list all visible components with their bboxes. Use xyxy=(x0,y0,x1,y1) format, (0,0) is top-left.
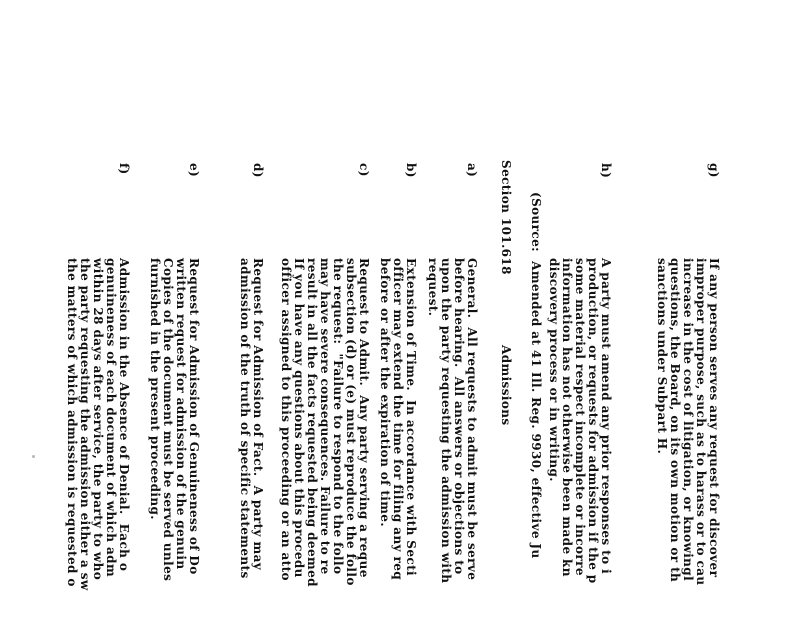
paragraph-c-body xyxy=(279,258,370,587)
text-line: If you have any questions about this procedu xyxy=(292,258,306,578)
source-text: (Source: Amended at 41 Ill. Reg. 9930, effective Ju xyxy=(529,192,543,559)
text-line: Copies of the document must be served unles xyxy=(161,258,175,582)
paragraph-b-body xyxy=(378,258,417,580)
paragraph-a-body xyxy=(426,258,478,583)
paragraph-f-label: f) xyxy=(117,163,131,175)
paragraph-b-label: b) xyxy=(404,163,418,178)
paragraph-g-label: g) xyxy=(707,163,721,178)
text-line: before or after the expiration of time. xyxy=(378,258,392,527)
text-line: A party must amend any prior responses to i xyxy=(599,258,613,575)
text-line: upon the party requesting the admission with xyxy=(439,258,453,584)
paragraph-e-body xyxy=(148,258,200,581)
text-line: subsection (d) or (e) must reproduce the follo xyxy=(344,258,358,586)
text-line: information has not otherwise been made kn xyxy=(560,258,574,577)
paragraph-h-label: h) xyxy=(599,163,613,179)
text-line: Request to Admit. Any party serving a reque xyxy=(357,258,371,578)
paragraph-f-body xyxy=(65,258,130,591)
text-line: discovery process or in writing. xyxy=(547,258,561,482)
text-line: improper purpose, such as to harass or to cau xyxy=(694,258,708,586)
paragraph-d-label: d) xyxy=(251,163,265,178)
text-line: General. All requests to admit must be serve xyxy=(465,258,479,581)
paragraph-c-label: c) xyxy=(357,163,371,177)
text-line: sanctions under Subpart H. xyxy=(655,258,669,455)
text-line: Extension of Time. In accordance with Secti xyxy=(404,258,418,577)
document-page xyxy=(40,150,721,618)
section-number: Section 101.618 xyxy=(499,160,513,275)
paragraph-e-label: e) xyxy=(187,163,201,178)
text-line: officer assigned to this proceeding or an atto xyxy=(279,258,293,581)
text-line: increase in the cost of litigation, or knowingl xyxy=(681,258,695,582)
text-line: may have severe consequences. Failure to re xyxy=(318,258,332,575)
paragraph-d-body xyxy=(238,258,264,579)
text-line: If any person serves any request for discover xyxy=(707,258,721,578)
text-line: genuineness of each document of which adm xyxy=(104,258,118,578)
text-line: within 28 days after service, the party to who xyxy=(91,258,105,581)
text-line: furnished in the present proceeding. xyxy=(148,258,162,520)
section-title: Admissions xyxy=(499,345,513,426)
text-line: questions, the Board, on its own motion or th xyxy=(668,258,682,583)
source-note xyxy=(529,192,542,618)
text-line: officer may extend the time for filing any req xyxy=(391,258,405,581)
paragraph-g-body xyxy=(655,258,720,586)
text-line: the party requesting the admission either a sw xyxy=(78,258,92,591)
text-line: Request for Admission of Fact. A party may xyxy=(251,258,265,571)
paragraph-a-label: a) xyxy=(465,163,479,178)
text-line: Request for Admission of Genuineness of Do xyxy=(187,258,201,575)
text-line: before hearing. All answers or objections to xyxy=(452,258,466,575)
text-line: written request for admission of the genuin xyxy=(174,258,188,570)
text-line: admission of the truth of specific statements xyxy=(238,258,252,579)
text-line: request. xyxy=(426,258,440,317)
text-line: the matters of which admission is requested o xyxy=(65,258,79,587)
text-line: result in all the facts requested being deemed xyxy=(305,258,319,587)
scan-speck xyxy=(32,455,35,458)
text-line: production, or requests for admission if the p xyxy=(586,258,600,584)
text-line: some material respect incomplete or incorre xyxy=(573,258,587,576)
text-line: Admission in the Absence of Denial. Each o xyxy=(117,258,131,572)
text-line: the request: "Failure to respond to the follo xyxy=(331,258,345,575)
paragraph-h-body xyxy=(547,258,612,584)
